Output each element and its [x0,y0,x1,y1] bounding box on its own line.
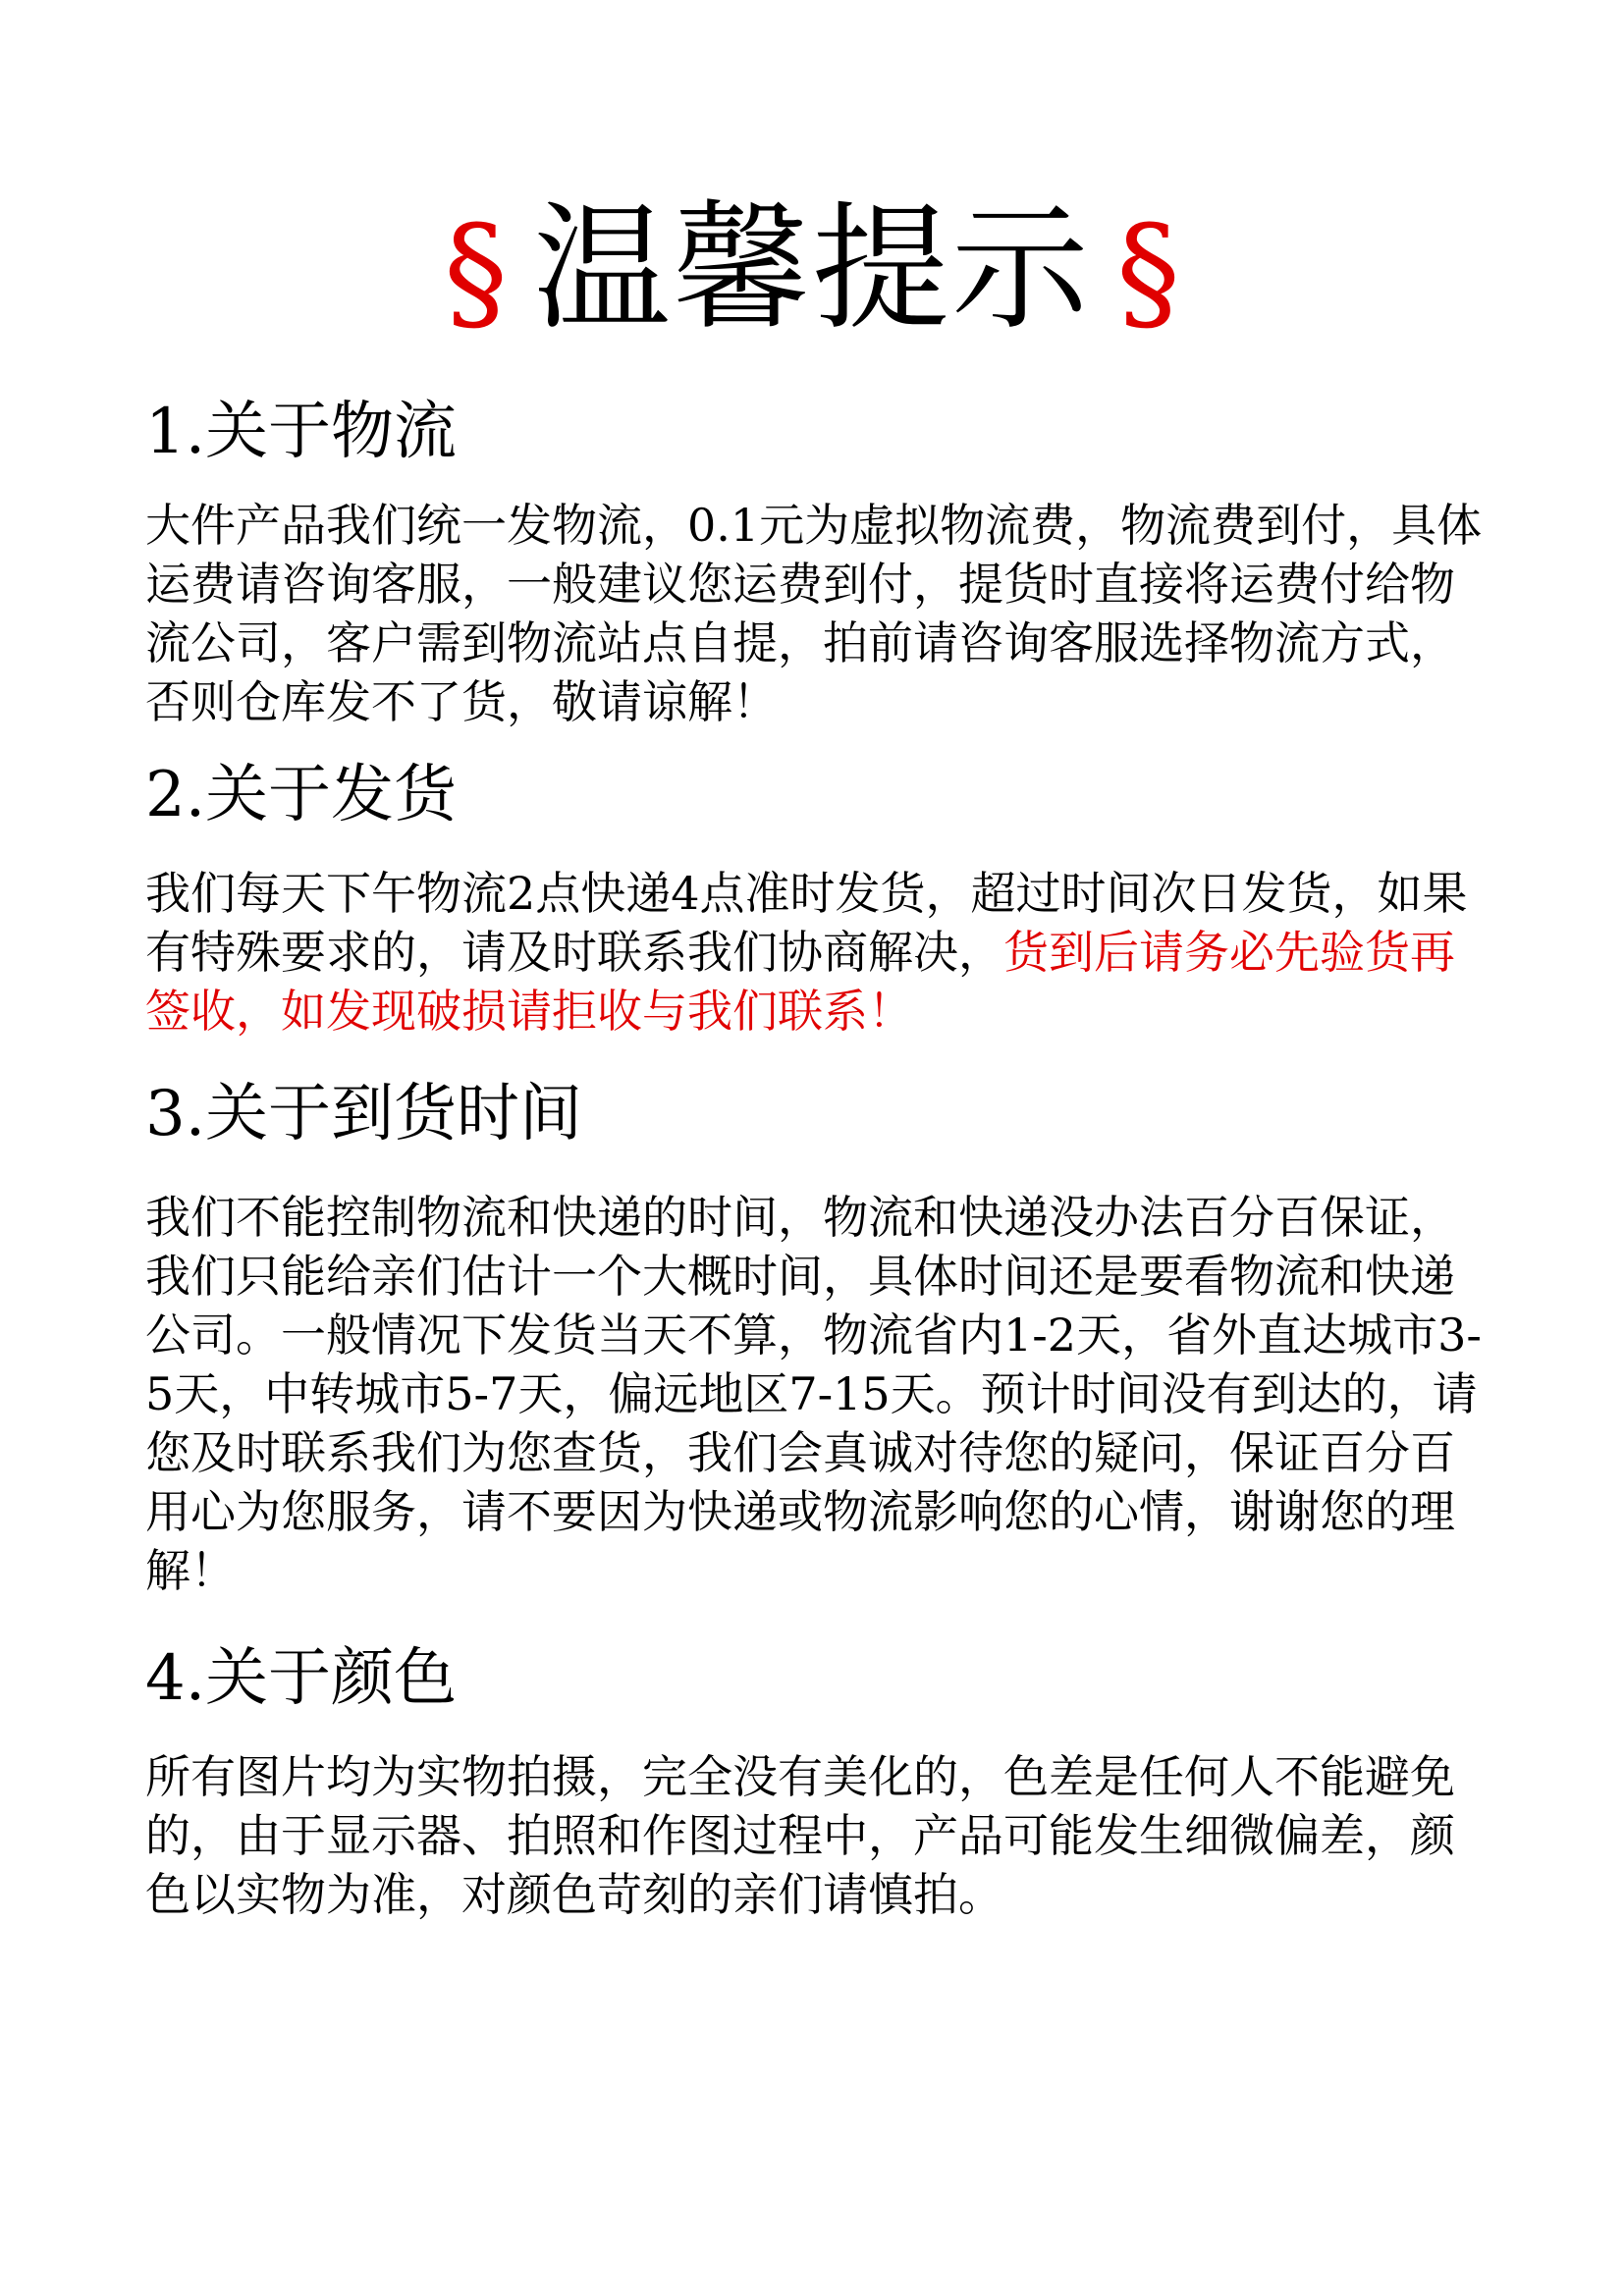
section-body-arrival-time: 我们不能控制物流和快递的时间，物流和快递没办法百分百保证，我们只能给亲们估计一个大概时间，具体时间还是要看物流和快递公司。一般情况下发货当天不算，物流省内1-2天，省外直达城市3-5天，中转城市5-7天，偏远地区7-15天。预计时间没有到达的，请您及时联系我们为您查货，我们会真诚对待您的疑问，保证百分百用心为您服务，请不要因为快递或物流影响您的心情，谢谢您的理解！ [145,1191,1482,1597]
section-body-color: 所有图片均为实物拍摄，完全没有美化的，色差是任何人不能避免的，由于显示器、拍照和作图过程中，产品可能发生细微偏差，颜色以实物为准，对颜色苛刻的亲们请慎拍。 [145,1750,1455,1921]
section-heading-shipping: 2.关于发货 [145,759,458,831]
title-text: 温馨提示 [532,189,1091,349]
section-heading-logistics: 1.关于物流 [145,396,458,468]
section-sign-right: § [1116,197,1180,347]
section-body-logistics: 大件产品我们统一发物流，0.1元为虚拟物流费，物流费到付，具体运费请咨询客服，一般建议您运费到付，提货时直接将运费付给物流公司，客户需到物流站点自提，拍前请咨询客服选择物流方式，否则仓库发不了货，敬请谅解！ [145,499,1483,728]
section-heading-arrival-time: 3.关于到货时间 [145,1078,583,1150]
section-sign-left: § [443,197,508,347]
page-title [0,191,1624,350]
shipping-warning: 货到后请务必先验货再签收，如发现破损请拒收与我们联系！ [145,926,1455,1038]
section-heading-color: 4.关于颜色 [145,1642,458,1715]
shipping-text: 我们每天下午物流2点快递4点准时发货，超过时间次日发货，如果有特殊要求的，请及时联系我们协商解决， [145,867,1468,979]
section-body-shipping [145,864,1490,1041]
